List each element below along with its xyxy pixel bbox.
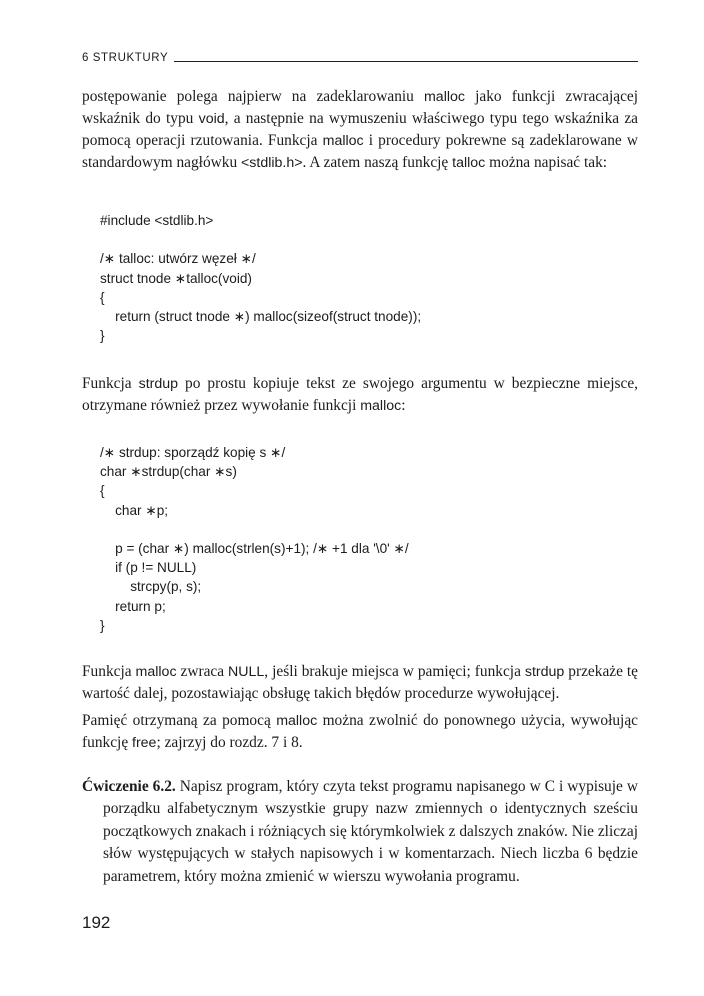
text-run: , jeśli brakuje miejsca w pamięci; funkcja <box>264 663 525 680</box>
inline-code: void <box>198 111 225 127</box>
header-rule <box>174 61 638 62</box>
inline-code: strdup <box>524 664 565 680</box>
free-paragraph <box>82 710 638 754</box>
code-line: } <box>100 617 105 633</box>
code-line: { <box>100 289 105 305</box>
code-line: } <box>100 328 105 344</box>
exercise-6-2 <box>82 776 638 888</box>
text-run: : <box>401 397 406 414</box>
text-run: jako funkcji zwracającej wskaźnik do typu <box>82 88 639 127</box>
inline-code: <stdlib.h> <box>241 155 303 171</box>
exercise-label: Ćwiczenie 6.2. <box>82 778 176 795</box>
inline-code: malloc <box>276 713 318 729</box>
code-line: strcpy(p, s); <box>100 579 202 595</box>
text-run: ; zajrzyj do rozdz. 7 i 8. <box>156 734 303 751</box>
text-run: można napisać tak: <box>485 154 608 171</box>
code-line <box>100 520 620 539</box>
strdup-paragraph <box>82 373 638 417</box>
inline-code: malloc <box>135 664 177 680</box>
code-block-talloc <box>100 211 620 345</box>
exercise-text: Napisz program, który czyta tekst programu napisanego w C i wypisuje w porządku alfabetycznym wszystkie grupy nazw zmiennych o identycznych sześciu początkowych znakach i różniących się którymkolwiek z dalszych znaków. Nie zliczaj słów występujących w stałych napisowych i w komentarzach. Niech liczba 6 będzie parametrem, który można zmienić w wierszu wywołania programu. <box>103 778 638 885</box>
text-run: przekaże tę wartość dalej, pozostawiając obsługę takich błędów procedurze wywołującej. <box>82 663 638 702</box>
text-run: postępowanie polega najpierw na zadeklarowaniu <box>82 88 424 105</box>
code-line: return p; <box>100 598 166 614</box>
code-line: if (p != NULL) <box>100 560 197 576</box>
inline-code: NULL <box>228 664 265 680</box>
text-run: . A zatem naszą funkcję <box>302 154 453 171</box>
chapter-title: 6 STRUKTURY <box>82 52 169 64</box>
text-run: Pamięć otrzymaną za pomocą <box>82 712 277 729</box>
code-line: return (struct tnode ∗) malloc(sizeof(struct tnode)); <box>100 308 422 324</box>
text-run: można zwolnić do ponownego użycia, wywołując funkcję <box>82 712 638 751</box>
inline-code: free <box>132 735 157 751</box>
text-run: zwraca <box>176 663 229 680</box>
code-line: char ∗strdup(char ∗s) <box>100 464 237 480</box>
inline-code: malloc <box>423 89 465 105</box>
inline-code: malloc <box>360 398 402 414</box>
text-run: po prostu kopiuje tekst ze swojego argumentu w bezpieczne miejsce, otrzymane również przez wywołanie funkcji <box>82 375 638 414</box>
code-line: /∗ talloc: utwórz węzeł ∗/ <box>100 251 256 267</box>
text-run: i procedury pokrewne są zadeklarowane w standardowym nagłówku <box>82 132 638 171</box>
code-line: p = (char ∗) malloc(strlen(s)+1); /∗ +1 dla '\0' ∗/ <box>100 540 409 556</box>
inline-code: strdup <box>138 376 179 392</box>
text-run: Funkcja <box>82 663 136 680</box>
intro-paragraph <box>82 86 638 174</box>
code-line: #include <stdlib.h> <box>100 213 214 228</box>
code-line <box>100 230 620 249</box>
code-line: struct tnode ∗talloc(void) <box>100 270 252 286</box>
code-line: { <box>100 483 105 499</box>
code-line: /∗ strdup: sporządź kopię s ∗/ <box>100 445 286 460</box>
page-number: 192 <box>82 913 111 932</box>
inline-code: talloc <box>452 155 486 171</box>
malloc-null-paragraph <box>82 661 638 705</box>
text-run: , a następnie na wymuszeniu właściwego typu tego wskaźnika za pomocą operacji rzutowania. Funkcja <box>82 110 638 149</box>
text-run: Funkcja <box>82 375 139 392</box>
running-header <box>82 50 638 66</box>
code-line: char ∗p; <box>100 502 169 518</box>
code-block-strdup <box>100 443 620 635</box>
inline-code: malloc <box>322 133 364 149</box>
